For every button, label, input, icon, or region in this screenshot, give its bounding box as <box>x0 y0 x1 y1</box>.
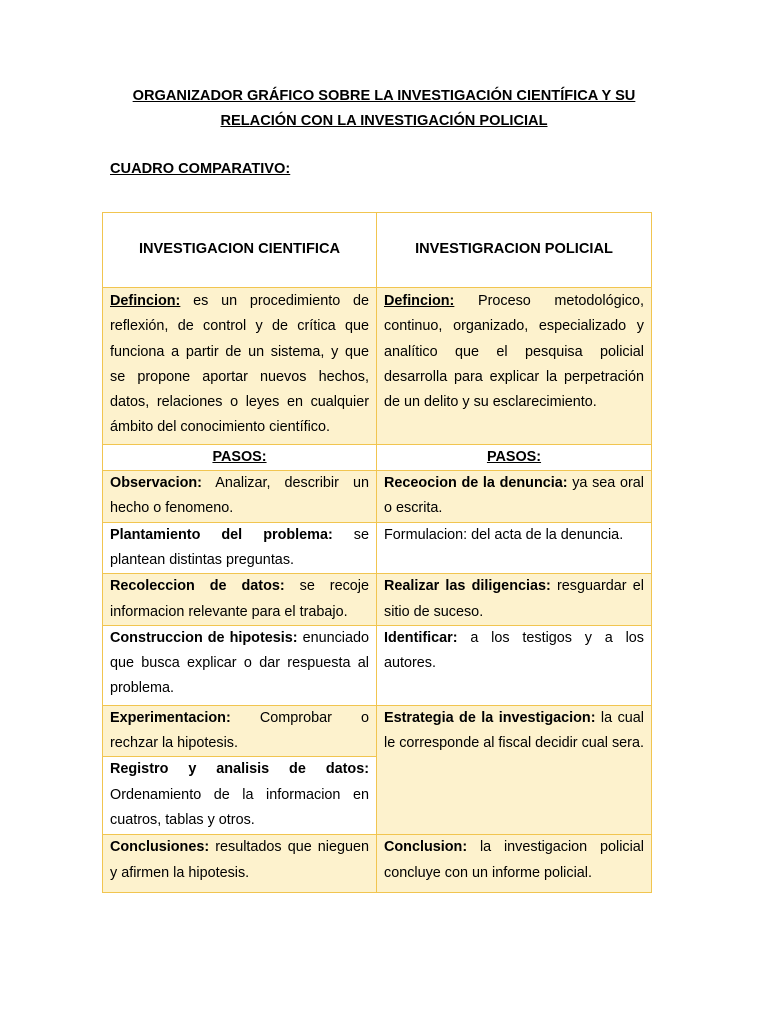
step-policial <box>377 574 652 626</box>
pasos-row <box>103 444 652 470</box>
definition-label: Defincion: <box>384 293 455 309</box>
step-label: Experimentacion: <box>110 709 231 726</box>
definition-text: es un procedimiento de reflexión, de control y de crítica que funciona a partir de un sistema, y que se propone aportar nuevos hechos, datos, relaciones o leyes en cualquier ámbito del conocimiento científico. <box>110 293 369 436</box>
step-cientifica <box>103 522 377 574</box>
step-policial <box>377 835 652 893</box>
step-policial <box>377 471 652 523</box>
step-cientifica <box>103 574 377 626</box>
title-line-1: ORGANIZADOR GRÁFICO SOBRE LA INVESTIGACIÓN CIENTÍFICA Y SU <box>132 88 636 104</box>
step-label: Registro y analisis de datos: <box>110 761 369 778</box>
step-text: se plantean distintas preguntas. <box>110 526 369 568</box>
step-policial <box>377 522 652 574</box>
step-text: la cual le corresponde al fiscal decidir cual sera. <box>384 709 644 752</box>
table-header-row <box>103 213 652 288</box>
step-text: Ordenamiento de la informacion en cuatros, tablas y otros. <box>110 786 369 828</box>
step-label: Identificar: <box>384 629 458 646</box>
step-text: a los testigos y a los autores. <box>384 629 644 672</box>
step-text: la investigacion policial concluye con un informe policial. <box>384 839 644 881</box>
title-line-2: RELACIÓN CON LA INVESTIGACIÓN POLICIAL <box>220 113 548 129</box>
step-label: Conclusion: <box>384 839 468 856</box>
step-text: se recoje informacion relevante para el trabajo. <box>110 578 369 620</box>
step-text: resultados que nieguen y afirmen la hipotesis. <box>110 839 369 881</box>
definition-policial <box>377 288 652 445</box>
step-cientifica <box>103 625 377 705</box>
step-text: Comprobar o rechzar la hipotesis. <box>110 709 369 752</box>
definition-label: Defincion: <box>110 293 181 309</box>
document-title <box>100 84 668 134</box>
header-cientifica: INVESTIGACION CIENTIFICA <box>103 213 377 288</box>
header-policial: INVESTIGRACION POLICIAL <box>377 213 652 288</box>
table-row <box>103 705 652 834</box>
step-label: Estrategia de la investigacion: <box>384 709 596 726</box>
step-policial-estrategia <box>377 705 652 834</box>
table-row <box>103 522 652 574</box>
step-cientifica <box>103 835 377 893</box>
step-label: Conclusiones: <box>110 839 210 856</box>
pasos-cientifica: PASOS: <box>103 444 377 470</box>
table-row <box>103 574 652 626</box>
step-label: Plantamiento del problema: <box>110 526 333 543</box>
step-cientifica-merged <box>103 705 377 834</box>
step-label: Recoleccion de datos: <box>110 578 285 595</box>
step-text: Analizar, describir un hecho o fenomeno. <box>110 475 369 517</box>
step-label: Construccion de hipotesis: <box>110 629 298 646</box>
table-row <box>103 471 652 523</box>
step-label: Receocion de la denuncia: <box>384 475 568 492</box>
step-text: Formulacion: del acta de la denuncia. <box>384 526 624 543</box>
step-cientifica <box>103 471 377 523</box>
comparison-table <box>102 212 652 893</box>
definition-cientifica <box>103 288 377 445</box>
step-policial <box>377 625 652 705</box>
step-label: Observacion: <box>110 475 202 492</box>
step-label: Realizar las diligencias: <box>384 578 551 595</box>
table-row <box>103 835 652 893</box>
step-text: ya sea oral o escrita. <box>384 475 644 517</box>
pasos-policial: PASOS: <box>377 444 652 470</box>
definition-row <box>103 288 652 445</box>
step-text: enunciado que busca explicar o dar respuesta al problema. <box>110 629 370 697</box>
definition-text: Proceso metodológico, continuo, organizado, especializado y analítico que el pesquisa policial desarrolla para explicar la perpetración de un delito y su esclarecimiento. <box>384 293 644 411</box>
section-subtitle: CUADRO COMPARATIVO: <box>110 161 291 177</box>
experimentacion-cell <box>103 706 376 758</box>
registro-cell <box>103 757 376 834</box>
table-row <box>103 625 652 705</box>
step-text: resguardar el sitio de suceso. <box>384 578 644 620</box>
